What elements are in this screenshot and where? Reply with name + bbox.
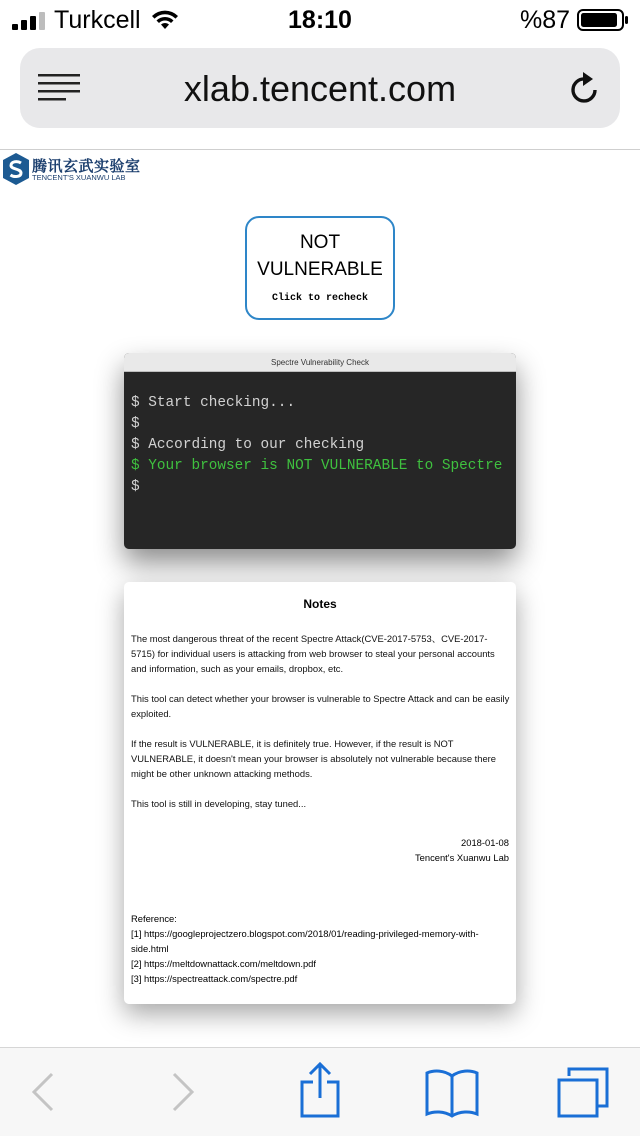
notes-title: Notes: [303, 597, 337, 611]
notes-signature: Tencent's Xuanwu Lab: [414, 852, 509, 863]
browser-toolbar: [0, 1047, 640, 1136]
reference-list: [131, 911, 511, 986]
share-icon[interactable]: [298, 1062, 342, 1118]
bookmarks-icon[interactable]: [424, 1068, 480, 1118]
status-bar: [0, 0, 640, 40]
back-chevron-icon[interactable]: [28, 1070, 58, 1114]
reference-link[interactable]: [3] https://spectreattack.com/spectre.pdf: [131, 973, 298, 984]
logo-english-text: TENCENT'S XUANWU LAB: [32, 173, 126, 182]
result-status-line1: NOT: [299, 232, 341, 253]
divider: [0, 149, 640, 150]
notes-date: 2018-01-08: [461, 837, 509, 848]
battery-percent: %87: [520, 6, 571, 34]
url-text[interactable]: xlab.tencent.com: [183, 68, 457, 109]
notes-paragraph: The most dangerous threat of the recent Spectre Attack(CVE-2017-5753、CVE-2017-5715) for individual users is attacking from web browser to steal your personal accounts and information, such as your emails, dropbox, etc.: [131, 633, 495, 674]
forward-chevron-icon[interactable]: [168, 1070, 198, 1114]
terminal-line: $: [131, 416, 140, 432]
terminal-title: Spectre Vulnerability Check: [124, 353, 516, 372]
reload-icon[interactable]: [568, 70, 602, 106]
notes-panel: [124, 582, 516, 1004]
logo-chinese-text: 腾讯玄武实验室: [32, 158, 141, 175]
address-bar[interactable]: [20, 48, 620, 128]
recheck-label: Click to recheck: [271, 293, 368, 304]
terminal-line: $: [131, 479, 140, 495]
site-logo[interactable]: [2, 152, 142, 188]
reference-link[interactable]: [2] https://meltdownattack.com/meltdown.pdf: [131, 958, 316, 969]
terminal-line: $ Start checking...: [131, 395, 296, 411]
reference-link[interactable]: [1] https://googleprojectzero.blogspot.com/2018/01/reading-privileged-memory-with-side.html: [131, 928, 479, 954]
result-recheck-button[interactable]: [245, 216, 395, 320]
xuanwu-logo-icon: [2, 152, 30, 186]
notes-paragraph: This tool is still in developing, stay tuned...: [131, 798, 307, 809]
tabs-icon[interactable]: [556, 1066, 610, 1118]
result-status-line2: VULNERABLE: [257, 259, 383, 280]
notes-paragraph: This tool can detect whether your browser is vulnerable to Spectre Attack and can be easily exploited.: [131, 693, 510, 719]
battery-icon: [577, 9, 629, 31]
terminal-line: $ According to our checking: [131, 437, 365, 453]
terminal-result-line: $ Your browser is NOT VULNERABLE to Spectre: [131, 458, 503, 474]
carrier-name: Turkcell: [54, 6, 141, 34]
reference-heading: Reference:: [131, 913, 177, 924]
notes-paragraph: If the result is VULNERABLE, it is definitely true. However, if the result is NOT VULNERABLE, it doesn't mean your browser is absolutely not vulnerable because there might be other unknown attacking methods.: [131, 738, 497, 779]
terminal-window: [124, 353, 516, 549]
terminal-output: [124, 372, 516, 498]
clock: 18:10: [288, 6, 352, 34]
